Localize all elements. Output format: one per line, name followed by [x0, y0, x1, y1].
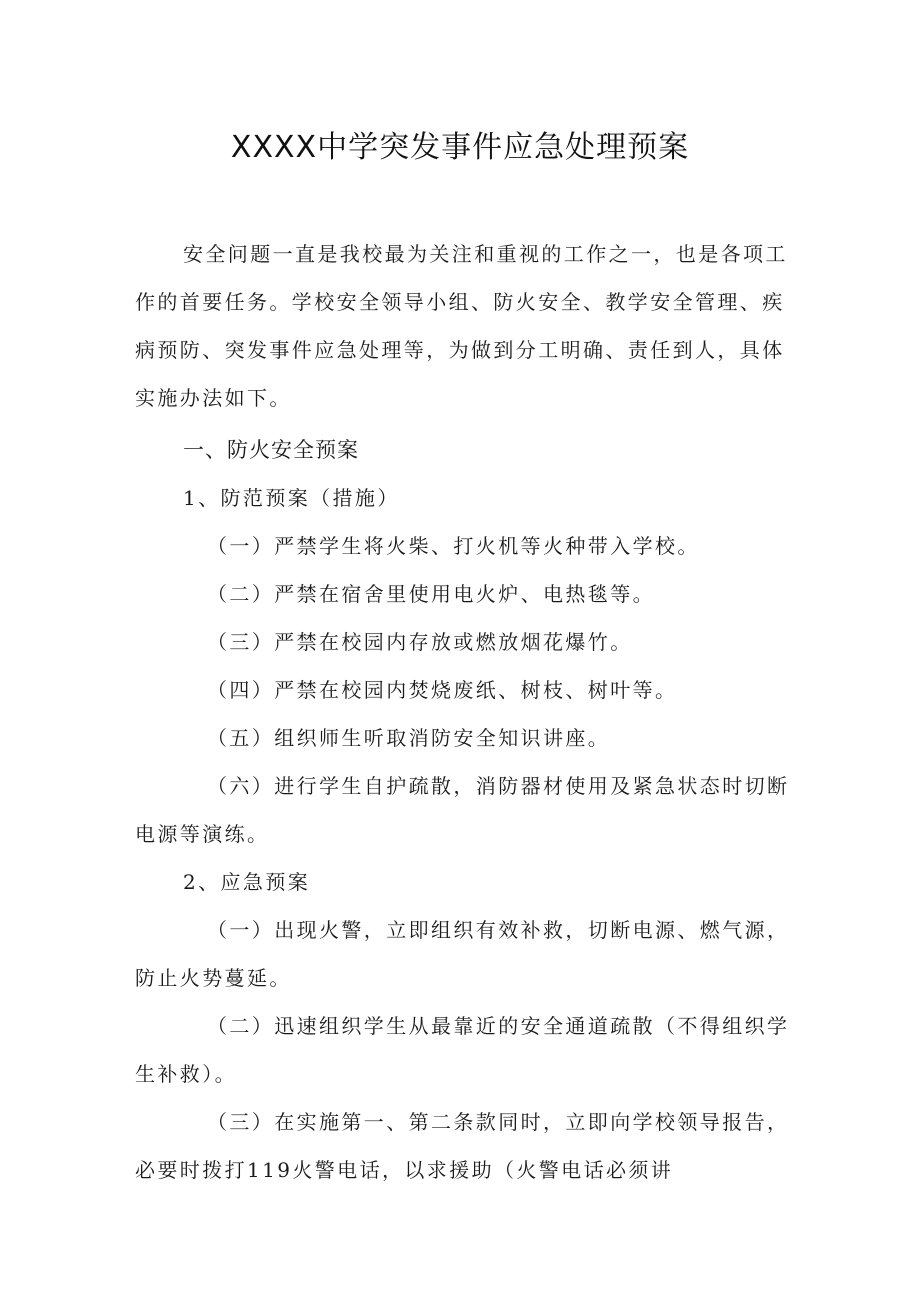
- document-body: [135, 230, 790, 1194]
- list-item: （二）严禁在宿舍里使用电火炉、电热毯等。: [207, 582, 655, 606]
- list-item: （二）迅速组织学生从最靠近的安全通道疏散（不得组织学生补救）。: [135, 1014, 790, 1086]
- list-item: （五）组织师生听取消防安全知识讲座。: [207, 726, 611, 750]
- subsection-heading-prevention: 1、防范预案（措施）: [183, 486, 400, 510]
- document-title: XXXX中学突发事件应急处理预案: [230, 130, 690, 165]
- section-heading-fire-safety: 一、防火安全预案: [183, 438, 359, 462]
- list-item: （四）严禁在校园内焚烧废纸、树枝、树叶等。: [207, 678, 678, 702]
- list-item: （三）在实施第一、第二条款同时，立即向学校领导报告，必要时拨打119火警电话，以求援助（火警电话必须讲: [135, 1110, 790, 1182]
- intro-paragraph: 安全问题一直是我校最为关注和重视的工作之一，也是各项工作的首要任务。学校安全领导小组、防火安全、教学安全管理、疾病预防、突发事件应急处理等，为做到分工明确、责任到人，具体实施办法如下。: [135, 242, 788, 410]
- list-item: （一）出现火警，立即组织有效补救，切断电源、燃气源，防止火势蔓延。: [135, 918, 790, 990]
- list-item: （六）进行学生自护疏散，消防器材使用及紧急状态时切断电源等演练。: [135, 774, 790, 846]
- list-item: （一）严禁学生将火柴、打火机等火种带入学校。: [207, 534, 700, 558]
- list-item: （三）严禁在校园内存放或燃放烟花爆竹。: [207, 630, 633, 654]
- subsection-heading-emergency: 2、应急预案: [183, 870, 311, 894]
